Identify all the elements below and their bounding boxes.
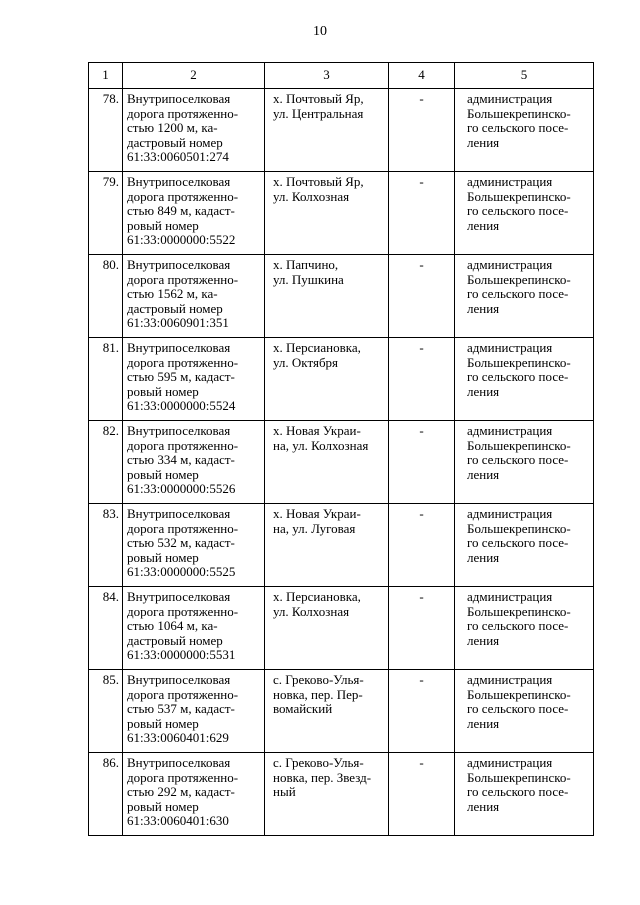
object-name-line: дорога протяженно- (127, 271, 239, 287)
owner-line: го сельского посе- (467, 369, 569, 385)
object-name-line: стью 849 м, кадаст- (127, 203, 235, 219)
object-name-line: 61:33:0060401:629 (127, 730, 229, 746)
owner-cell (455, 670, 594, 753)
object-name-line: Внутрипоселковая (127, 755, 231, 770)
row-number: 84. (89, 587, 123, 670)
object-name-line: дорога протяженно- (127, 603, 239, 619)
location-line: ул. Октября (273, 354, 339, 370)
header-col-2: 2 (123, 63, 265, 89)
object-name-line: Внутрипоселковая (127, 506, 231, 521)
location-line: ул. Колхозная (273, 188, 350, 204)
owner-cell (455, 172, 594, 255)
object-name-line: стью 334 м, кадаст- (127, 452, 235, 468)
owner-line: Большекрепинско- (467, 354, 571, 370)
owner-line: Большекрепинско- (467, 271, 571, 287)
object-name-line: ровый номер (127, 466, 199, 482)
object-name-line: дорога протяженно- (127, 686, 239, 702)
table-row (89, 504, 594, 587)
row-number: 83. (89, 504, 123, 587)
table-row (89, 172, 594, 255)
owner-line: администрация (467, 340, 553, 355)
row-number: 80. (89, 255, 123, 338)
col4-cell: - (389, 172, 455, 255)
object-name-cell (123, 255, 265, 338)
object-name-line: 61:33:0000000:5522 (127, 232, 236, 248)
location-cell (265, 172, 389, 255)
object-name-line: дорога протяженно- (127, 105, 239, 121)
owner-line: го сельского посе- (467, 286, 569, 302)
object-name-line: дорога протяженно- (127, 354, 239, 370)
object-name-line: дастровый номер (127, 632, 223, 648)
object-name-line: дастровый номер (127, 300, 223, 316)
owner-line: Большекрепинско- (467, 105, 571, 121)
row-number: 86. (89, 753, 123, 836)
location-line: на, ул. Луговая (273, 520, 356, 536)
owner-line: Большекрепинско- (467, 603, 571, 619)
owner-line: администрация (467, 91, 553, 106)
location-line: ный (273, 784, 296, 800)
location-line: х. Персиановка, (273, 340, 361, 355)
table-row (89, 255, 594, 338)
location-cell (265, 504, 389, 587)
owner-line: Большекрепинско- (467, 769, 571, 785)
object-name-line: 61:33:0000000:5526 (127, 481, 236, 497)
owner-cell (455, 89, 594, 172)
location-line: новка, пер. Пер- (273, 686, 363, 702)
owner-line: администрация (467, 423, 553, 438)
object-name-line: 61:33:0060901:351 (127, 315, 229, 331)
owner-line: Большекрепинско- (467, 520, 571, 536)
location-cell (265, 421, 389, 504)
row-number: 78. (89, 89, 123, 172)
owner-line: ления (467, 466, 500, 482)
col4-cell: - (389, 504, 455, 587)
col4-cell: - (389, 338, 455, 421)
col4-cell: - (389, 89, 455, 172)
location-line: с. Греково-Улья- (273, 755, 364, 770)
object-name-line: 61:33:0060401:630 (127, 813, 229, 829)
object-name-line: ровый номер (127, 715, 199, 731)
col4-cell: - (389, 670, 455, 753)
object-name-line: стью 1064 м, ка- (127, 618, 218, 634)
owner-cell (455, 255, 594, 338)
location-cell (265, 587, 389, 670)
location-line: новка, пер. Звезд- (273, 769, 372, 785)
object-name-line: Внутрипоселковая (127, 672, 231, 687)
object-name-line: 61:33:0060501:274 (127, 149, 229, 165)
object-name-line: ровый номер (127, 383, 199, 399)
location-line: х. Персиановка, (273, 589, 361, 604)
object-name-cell (123, 338, 265, 421)
table-row (89, 89, 594, 172)
owner-line: го сельского посе- (467, 784, 569, 800)
location-line: с. Греково-Улья- (273, 672, 364, 687)
col4-cell: - (389, 421, 455, 504)
location-line: х. Новая Украи- (273, 423, 361, 438)
owner-line: администрация (467, 506, 553, 521)
owner-line: го сельского посе- (467, 535, 569, 551)
location-cell (265, 255, 389, 338)
object-name-line: дорога протяженно- (127, 520, 239, 536)
location-line: х. Папчино, (273, 257, 339, 272)
object-name-line: Внутрипоселковая (127, 589, 231, 604)
header-col-1: 1 (89, 63, 123, 89)
object-name-cell (123, 670, 265, 753)
owner-line: Большекрепинско- (467, 437, 571, 453)
owner-line: ления (467, 549, 500, 565)
owner-line: го сельского посе- (467, 452, 569, 468)
row-number: 79. (89, 172, 123, 255)
header-col-4: 4 (389, 63, 455, 89)
object-name-cell (123, 753, 265, 836)
owner-cell (455, 338, 594, 421)
table-row (89, 587, 594, 670)
owner-line: го сельского посе- (467, 203, 569, 219)
location-line: ул. Центральная (273, 105, 364, 121)
location-line: вомайский (273, 701, 333, 717)
object-name-cell (123, 504, 265, 587)
owner-cell (455, 504, 594, 587)
object-name-line: Внутрипоселковая (127, 91, 231, 106)
table-row (89, 753, 594, 836)
owner-cell (455, 587, 594, 670)
object-name-line: 61:33:0000000:5524 (127, 398, 236, 414)
location-line: на, ул. Колхозная (273, 437, 369, 453)
col4-cell: - (389, 753, 455, 836)
col4-cell: - (389, 255, 455, 338)
object-name-line: 61:33:0000000:5531 (127, 647, 236, 663)
location-cell (265, 89, 389, 172)
object-name-line: стью 595 м, кадаст- (127, 369, 235, 385)
owner-line: го сельского посе- (467, 618, 569, 634)
owner-line: ления (467, 300, 500, 316)
object-name-line: стью 537 м, кадаст- (127, 701, 235, 717)
location-cell (265, 753, 389, 836)
object-name-line: стью 1562 м, ка- (127, 286, 218, 302)
owner-line: администрация (467, 672, 553, 687)
object-name-line: Внутрипоселковая (127, 423, 231, 438)
object-name-line: Внутрипоселковая (127, 257, 231, 272)
owner-line: ления (467, 798, 500, 814)
object-name-line: стью 1200 м, ка- (127, 120, 218, 136)
owner-line: ления (467, 715, 500, 731)
col4-cell: - (389, 587, 455, 670)
owner-line: ления (467, 217, 500, 233)
location-line: ул. Колхозная (273, 603, 350, 619)
owner-line: Большекрепинско- (467, 188, 571, 204)
row-number: 82. (89, 421, 123, 504)
location-line: ул. Пушкина (273, 271, 344, 287)
location-cell (265, 670, 389, 753)
property-table (88, 62, 594, 836)
header-row (89, 63, 594, 89)
owner-cell (455, 421, 594, 504)
header-col-5: 5 (455, 63, 594, 89)
object-name-line: ровый номер (127, 217, 199, 233)
owner-line: ления (467, 134, 500, 150)
object-name-line: дорога протяженно- (127, 437, 239, 453)
object-name-cell (123, 587, 265, 670)
owner-line: администрация (467, 755, 553, 770)
owner-line: администрация (467, 174, 553, 189)
object-name-line: дорога протяженно- (127, 769, 239, 785)
owner-line: ления (467, 632, 500, 648)
object-name-line: Внутрипоселковая (127, 174, 231, 189)
owner-line: го сельского посе- (467, 120, 569, 136)
table-row (89, 421, 594, 504)
header-col-3: 3 (265, 63, 389, 89)
object-name-line: Внутрипоселковая (127, 340, 231, 355)
owner-line: го сельского посе- (467, 701, 569, 717)
location-cell (265, 338, 389, 421)
location-line: х. Новая Украи- (273, 506, 361, 521)
object-name-line: 61:33:0000000:5525 (127, 564, 236, 580)
location-line: х. Почтовый Яр, (273, 174, 364, 189)
object-name-cell (123, 421, 265, 504)
object-name-line: стью 292 м, кадаст- (127, 784, 235, 800)
object-name-line: дастровый номер (127, 134, 223, 150)
owner-line: ления (467, 383, 500, 399)
location-line: х. Почтовый Яр, (273, 91, 364, 106)
object-name-line: дорога протяженно- (127, 188, 239, 204)
owner-line: Большекрепинско- (467, 686, 571, 702)
row-number: 81. (89, 338, 123, 421)
page-number: 10 (313, 24, 327, 39)
owner-line: администрация (467, 589, 553, 604)
row-number: 85. (89, 670, 123, 753)
table-row (89, 670, 594, 753)
object-name-line: стью 532 м, кадаст- (127, 535, 235, 551)
object-name-line: ровый номер (127, 798, 199, 814)
object-name-cell (123, 89, 265, 172)
table-row (89, 338, 594, 421)
object-name-line: ровый номер (127, 549, 199, 565)
object-name-cell (123, 172, 265, 255)
owner-cell (455, 753, 594, 836)
owner-line: администрация (467, 257, 553, 272)
